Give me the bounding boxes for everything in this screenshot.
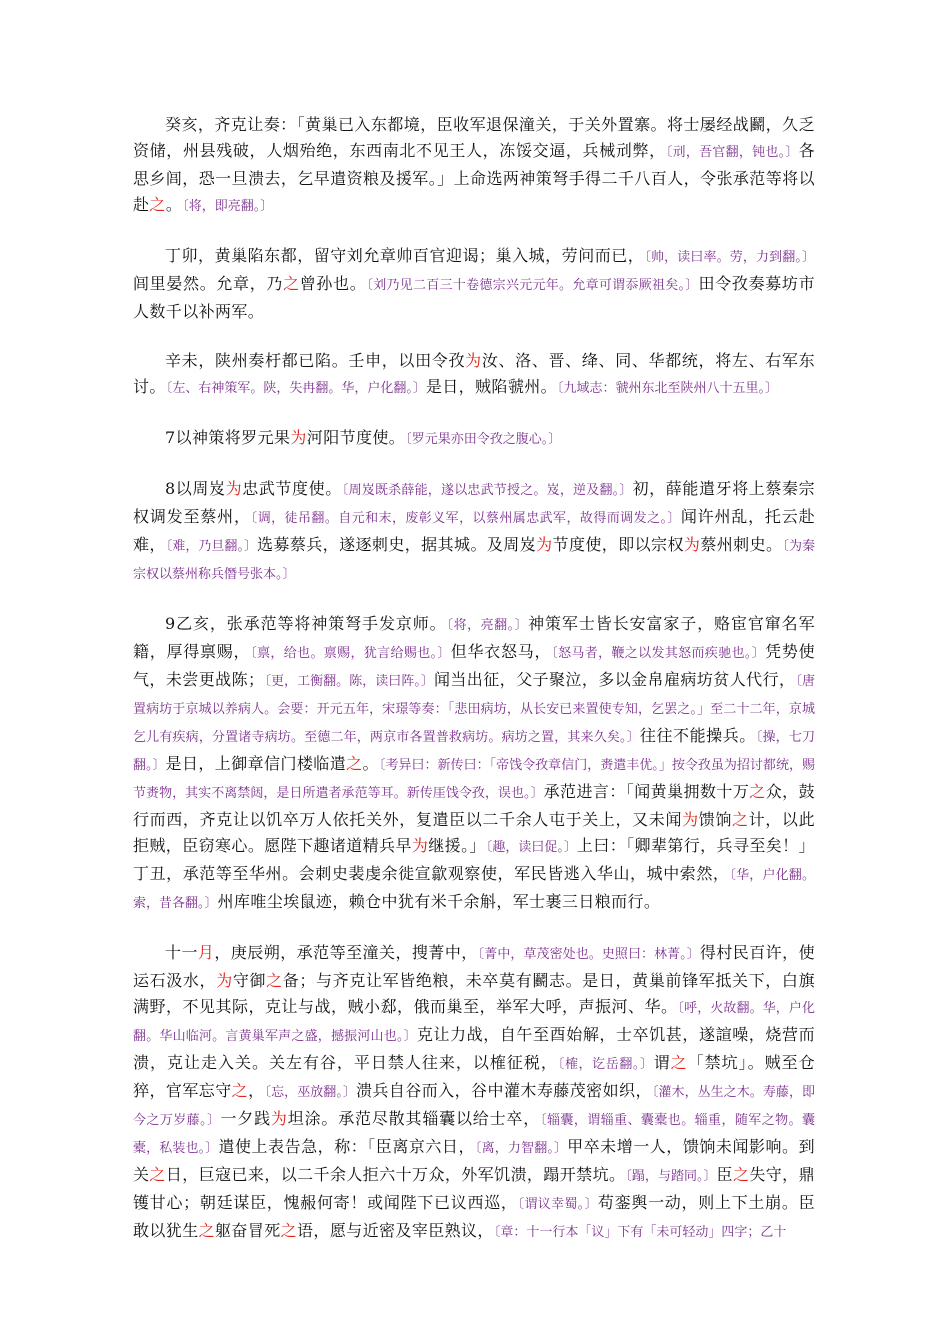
body-text: 躯奋冒死 — [215, 1221, 281, 1240]
body-text: 河阳节度使。 — [306, 428, 406, 447]
body-text: 众，鼓行而西，齐克让以饥卒万人依托关外，复遣臣以二千余人屯于关上，又未闻 — [133, 782, 815, 829]
annotation-note: 〔谓议幸蜀。〕 — [517, 1197, 598, 1212]
body-text: 遣使上表告急，称：「臣离京六日， — [218, 1137, 476, 1156]
annotation-note: 〔趣，读曰促。〕 — [485, 840, 577, 855]
annotation-note: 〔蹋，与踏同。〕 — [625, 1169, 717, 1184]
highlighted-char: 之 — [149, 195, 166, 214]
annotation-note: 〔将，即亮翻。〕 — [182, 199, 274, 214]
body-text: 苟銮舆一动，则上下土崩。臣敢以犹生 — [133, 1193, 815, 1240]
annotation-note: 〔为秦宗权以蔡州称兵僭号张本。〕 — [133, 539, 815, 582]
body-text: 但华衣怒马， — [450, 642, 552, 661]
body-text: 各思乡闾，恐一旦溃去，乞早遣资粮及援军。」上命选两神策弩手得二千八百人，令张承范等将以赴 — [133, 141, 815, 214]
annotation-note: 〔唐置病坊于京城以养病人。会要：开元五年，宋璟等奏：「悲田病坊，从长安已来置使专知，乞罢之。」至二十二年，京城乞儿有疾病，分置诸寺病坊。至德二年，两京市各置普救病坊。病坊之置，其来久矣。〕 — [133, 674, 815, 745]
annotation-note: 〔离，力智翻。〕 — [475, 1141, 568, 1156]
body-text: 谓 — [653, 1053, 671, 1072]
body-text: 选募蔡兵，遂逐刺史，据其城。及周岌 — [257, 535, 537, 554]
body-text: 馈饷 — [698, 810, 733, 829]
highlighted-char: 之 — [149, 1165, 166, 1184]
body-text: 。 — [165, 195, 183, 214]
annotation-note: 〔难，乃旦翻。〕 — [165, 539, 257, 554]
body-text: 曾孙也。 — [299, 274, 367, 293]
body-text: 凭势使气，未尝更战陈； — [133, 642, 815, 689]
highlighted-char: 月 — [197, 943, 215, 962]
highlighted-char: 之 — [198, 1221, 216, 1240]
body-text: 上曰：「卿辈第行，兵寻至矣！」丁丑，承范等至华州。会刺史裴虔余徙宣歙观察使，军民皆逃入华山，城中索然， — [133, 836, 815, 883]
highlighted-char: 为 — [270, 1109, 288, 1128]
annotation-note: 〔刘乃见二百三十卷德宗兴元元年。允章可谓忝厥祖矣。〕 — [366, 278, 699, 293]
highlighted-char: 之 — [670, 1053, 688, 1072]
highlighted-char: 为 — [411, 836, 429, 855]
body-text: 得村民百许，使运石汲水， — [133, 943, 815, 990]
body-text: 田令孜奏募坊市人数千以补两军。 — [133, 274, 815, 321]
highlighted-char: 为 — [290, 428, 307, 447]
body-text: 是日，上御章信门楼临遣 — [165, 754, 347, 773]
annotation-note: 〔灌木，丛生之木。寿藤，即今之万岁藤。〕 — [133, 1085, 815, 1128]
body-text: 继援。」 — [428, 836, 486, 855]
paragraph — [133, 425, 815, 453]
body-text: 失守，鼎镬甘心；朝廷谋臣，愧赧何寄！或闻陛下已议西巡， — [133, 1165, 815, 1212]
body-text: 守御 — [232, 971, 267, 990]
annotation-note: 〔左、右神策军。陕，失冉翻。华，户化翻。〕 — [165, 381, 426, 396]
paragraph — [133, 611, 815, 917]
highlighted-char: 为 — [536, 535, 553, 554]
body-text: 闾里晏然。允章，乃 — [133, 274, 284, 293]
annotation-note: 〔调，徒吊翻。自元和末，废彰义军，以蔡州属忠武军，故得而调发之。〕 — [250, 511, 681, 526]
highlighted-char: 为 — [683, 535, 701, 554]
annotation-note: 〔罗元果亦田令孜之腹心。〕 — [405, 432, 562, 447]
annotation-note: 〔九域志：虢州东北至陕州八十五里。〕 — [557, 381, 779, 396]
body-text: 丁卯，黄巢陷东都，留守刘允章帅百官迎谒；巢入城，劳问而已， — [165, 246, 645, 265]
paragraph — [133, 112, 815, 220]
annotation-note: 〔刓，吾官翻，钝也。〕 — [665, 145, 799, 160]
annotation-note: 〔将，亮翻。〕 — [446, 618, 529, 633]
highlighted-char: 之 — [266, 971, 283, 990]
body-text: 臣 — [716, 1165, 733, 1184]
highlighted-char: 为 — [216, 971, 233, 990]
highlighted-char: 之 — [732, 1165, 750, 1184]
highlighted-char: 之 — [749, 782, 766, 801]
annotation-note: 〔菁中，草茂密处也。史照曰：林菁。〕 — [477, 947, 700, 962]
body-text: 往往不能操兵。 — [639, 726, 756, 745]
highlighted-char: 之 — [346, 754, 363, 773]
body-text: 溃兵自谷而入，谷中灌木寿藤茂密如织， — [355, 1081, 652, 1100]
paragraph — [133, 348, 815, 402]
body-text: 7以神策将罗元果 — [165, 428, 291, 447]
body-text: 9乙亥，张承范等将神策弩手发京师。 — [165, 614, 447, 633]
highlighted-char: 为 — [465, 351, 482, 370]
paragraph — [133, 243, 815, 325]
annotation-note: 〔怒马者，鞭之以发其怒而疾驰也。〕 — [551, 646, 766, 661]
body-text: ，庚辰朔，承范等至潼关，搜菁中， — [214, 943, 478, 962]
body-text: 日，巨寇已来，以二千余人拒六十万众，外军饥溃，蹋开禁坑。 — [165, 1165, 626, 1184]
document-body — [133, 112, 815, 1269]
highlighted-char: 之 — [283, 274, 300, 293]
body-text: 神策军士皆长安富家子，赂宦官窜名军籍，厚得禀赐， — [133, 614, 815, 661]
body-text: 初，薛能遣牙将上蔡秦宗权调发至蔡州， — [133, 479, 816, 526]
body-text: 节度使，即以宗权 — [552, 535, 684, 554]
body-text: 闻许州乱，托云赴难， — [133, 507, 815, 554]
annotation-note: 〔忘，巫放翻。〕 — [264, 1085, 356, 1100]
body-text: 是日，贼陷虢州。 — [425, 377, 558, 396]
body-text: 语，愿与近密及宰臣熟议， — [297, 1221, 494, 1240]
annotation-note: 〔操，七刀翻。〕 — [133, 730, 815, 773]
annotation-note: 〔榷，讫岳翻。〕 — [557, 1057, 654, 1072]
body-text: 「禁坑」。贼至仓猝，官军忘守 — [133, 1053, 815, 1100]
body-text: 克让力战，自午至酉始解，士卒饥甚，遂諠噪，烧营而溃，克让走入关。关左有谷，平日禁人往来，以榷征税， — [133, 1025, 815, 1072]
body-text: 计，以此拒贼，臣窃寒心。愿陛下趣诸道精兵早 — [133, 810, 815, 855]
annotation-note: 〔帅，读曰率。劳，力到翻。〕 — [644, 250, 815, 265]
highlighted-char: 为 — [225, 479, 243, 498]
body-text: 备；与齐克让军皆绝粮，未卒莫有鬬志。是日，黄巢前锋军抵关下，白旗满野，不见其际，克让与战，贼小郄，俄而巢至，举军大呼，声振河、华。 — [133, 971, 815, 1016]
annotation-note: 〔章：十一行本「议」下有「未可轻动」四字；乙十 — [493, 1225, 787, 1240]
body-text: 忠武节度使。 — [242, 479, 342, 498]
highlighted-char: 为 — [682, 810, 699, 829]
body-text: 承范进言：「闻黄巢拥数十万 — [543, 782, 750, 801]
highlighted-char: 之 — [280, 1221, 298, 1240]
body-text: 8以周岌 — [165, 479, 226, 498]
paragraph — [133, 476, 815, 588]
annotation-note: 〔更，工衡翻。陈，读曰阵。〕 — [264, 674, 434, 689]
body-text: 辛未，陕州奏杅都已陷。壬申，以田令孜 — [165, 351, 466, 370]
annotation-note: 〔周岌既杀薛能，遂以忠武节授之。岌，逆及翻。〕 — [341, 483, 633, 498]
annotation-note: 〔辎囊，谓辎重、囊橐也。辎重，随军之物。囊橐，私装也。〕 — [133, 1113, 815, 1156]
body-text: 州库唯尘埃鼠迹，赖仓中犹有米千余斛，军士裹三日粮而行。 — [217, 892, 661, 911]
body-text: 甲卒未增一人，馈饷未闻影响。到关 — [133, 1137, 815, 1184]
body-text: 一夕践 — [220, 1109, 271, 1128]
body-text: 十一 — [165, 943, 198, 962]
highlighted-char: 之 — [231, 1081, 249, 1100]
paragraph — [133, 940, 815, 1246]
body-text: 。 — [362, 754, 379, 773]
body-text: 闻当出征，父子聚泣，多以金帛雇病坊贫人代行， — [433, 670, 796, 689]
body-text: 癸亥，齐克让奏：「黄巢已入东都境，臣收军退保潼关，于关外置寨。将士屡经战鬬，久乏资储，州县残破，人烟殆绝，东西南北不见王人，冻馁交逼，兵械刓弊， — [133, 115, 815, 160]
annotation-note: 〔考异曰：新传曰：「帝饯令孜章信门，赉遣丰优。」按令孜虽为招讨都统，赐节赉物，其实不离禁闼，是日所遣者承范等耳。新传厓饯令孜，误也。〕 — [133, 758, 815, 801]
annotation-note: 〔呼，火故翻。华，户化翻。华山临河。言黄巢军声之盛，撼振河山也。〕 — [133, 1001, 815, 1044]
body-text: ， — [248, 1081, 265, 1100]
body-text: 汝、洛、晋、绛、同、华都统，将左、右军东讨。 — [133, 351, 816, 396]
highlighted-char: 之 — [732, 810, 749, 829]
body-text: 坦涂。承范尽散其辎囊以给士卒， — [287, 1109, 541, 1128]
body-text: 蔡州刺史。 — [700, 535, 783, 554]
annotation-note: 〔华，户化翻。索，昔各翻。〕 — [133, 868, 815, 911]
annotation-note: 〔禀，给也。禀赐，犹言给赐也。〕 — [250, 646, 451, 661]
